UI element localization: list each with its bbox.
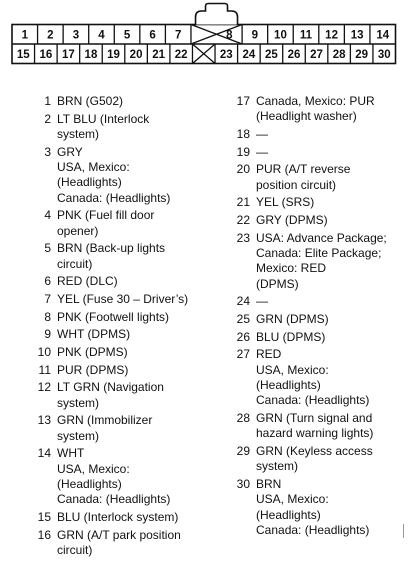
pin-entry xyxy=(30,112,226,143)
pin-number-label: 1 xyxy=(21,29,28,42)
pin-number-label: 25 xyxy=(265,49,278,61)
pin-description xyxy=(57,310,226,325)
pin-description-line: BRN xyxy=(256,476,282,491)
pin-description-line: GRN (DPMS) xyxy=(256,311,329,326)
pin-number: 23 xyxy=(236,230,250,245)
pin-description-line: Canada: (Headlights) xyxy=(57,190,171,205)
pin-description xyxy=(57,327,226,342)
pin-number: 22 xyxy=(236,213,250,228)
pin-description xyxy=(256,444,409,475)
pin-number-label: 24 xyxy=(242,49,256,61)
pin-description-line: YEL (SRS) xyxy=(256,195,315,210)
pin-entry xyxy=(229,145,409,160)
pin-description-line: USA: Advance Package; xyxy=(256,230,387,245)
pin-number-label: 14 xyxy=(376,29,390,42)
pin-description-line: — xyxy=(256,294,268,309)
pin-description-line: WHT (DPMS) xyxy=(57,327,131,342)
pin-entry xyxy=(229,294,409,309)
pin-entry xyxy=(30,94,226,109)
pin-description-line: LT BLU (Interlock xyxy=(57,111,150,126)
pin-number-label: 11 xyxy=(299,29,313,42)
pin-description-line: Canada: (Headlights) xyxy=(256,522,370,537)
pin-description xyxy=(57,345,226,360)
pin-number: 16 xyxy=(37,527,51,542)
pin-description-line: system) xyxy=(256,459,298,474)
pin-number: 30 xyxy=(236,476,250,491)
pin-number-label: 26 xyxy=(287,49,301,61)
pin-description xyxy=(256,231,409,292)
pin-number-label: 29 xyxy=(355,49,369,61)
pin-description-line: hazard warning lights) xyxy=(256,426,374,441)
pin-entry xyxy=(30,413,226,444)
pin-description xyxy=(57,380,226,411)
pin-description-line: (Headlights) xyxy=(57,476,122,491)
pin-entry xyxy=(30,380,226,411)
pin-entry xyxy=(30,274,226,289)
pin-description-line: Canada: (Headlights) xyxy=(57,492,171,507)
pin-number: 5 xyxy=(44,241,51,256)
pin-description-line: USA, Mexico: xyxy=(57,159,130,174)
pin-description-line: GRN (Immobilizer xyxy=(57,413,153,428)
pin-description xyxy=(256,213,409,228)
pin-description xyxy=(256,145,409,160)
pin-number: 20 xyxy=(236,162,250,177)
pin-entry xyxy=(229,330,409,345)
pin-number: 1 xyxy=(44,94,51,108)
pin-description xyxy=(256,195,409,210)
pin-number-label: 21 xyxy=(152,49,166,61)
pin-description-line: (Headlights) xyxy=(57,175,122,190)
pin-entry xyxy=(229,444,409,475)
pin-description-line: (Headlights) xyxy=(256,507,321,522)
pin-number: 10 xyxy=(37,344,51,359)
pin-number: 2 xyxy=(44,111,51,126)
pin-number-label: 9 xyxy=(251,29,259,42)
pin-description-line: system) xyxy=(57,428,99,443)
pin-entry xyxy=(30,208,226,239)
pin-entry xyxy=(229,162,409,193)
pin-number: 26 xyxy=(236,329,250,344)
pin-number: 28 xyxy=(236,410,250,425)
pin-number-label: 19 xyxy=(107,49,120,61)
pin-number-label: 8 xyxy=(226,29,233,42)
pin-number-label: 30 xyxy=(377,49,391,61)
pin-description xyxy=(57,112,226,143)
pin-description-line: GRN (Keyless access xyxy=(256,443,373,458)
pin-number: 19 xyxy=(236,144,250,159)
pin-description-line: opener) xyxy=(57,223,99,238)
pin-number-label: 16 xyxy=(39,49,53,61)
pin-entry xyxy=(30,510,226,525)
pin-number-label: 12 xyxy=(325,29,338,42)
pin-entry xyxy=(229,347,409,408)
pin-description-line: GRN (Turn signal and xyxy=(256,410,373,425)
pin-number-label: 13 xyxy=(350,29,364,42)
pin-description xyxy=(256,477,409,538)
pin-description-line: RED (DLC) xyxy=(57,274,118,289)
pin-entry xyxy=(229,477,409,538)
pin-description xyxy=(256,94,409,125)
pin-description xyxy=(57,510,226,525)
pin-description-line: Mexico: RED xyxy=(256,261,327,276)
pin-number: 9 xyxy=(44,327,51,342)
pin-description xyxy=(256,411,409,442)
pin-number: 14 xyxy=(37,446,51,461)
pin-description-line: RED xyxy=(256,347,282,362)
pin-description-line: (DPMS) xyxy=(256,276,299,291)
locking-tab xyxy=(196,4,238,25)
pin-description-line: system) xyxy=(57,126,99,141)
pin-number: 15 xyxy=(37,509,51,524)
pin-description-line: WHT xyxy=(57,446,85,461)
pin-description-line: system) xyxy=(57,395,99,410)
pin-number: 7 xyxy=(44,291,51,306)
pin-description-line: USA, Mexico: xyxy=(57,461,130,476)
pin-entry xyxy=(229,213,409,228)
pin-number-label: 5 xyxy=(123,29,131,42)
pin-entry xyxy=(30,292,226,307)
pin-description-line: USA, Mexico: xyxy=(256,362,329,377)
pin-description xyxy=(256,347,409,408)
pin-entry xyxy=(229,94,409,125)
pin-number: 8 xyxy=(44,309,51,324)
pin-number: 21 xyxy=(236,195,250,210)
pin-list-left xyxy=(30,94,226,561)
pin-description-line: — xyxy=(256,126,268,141)
pin-number-label: 23 xyxy=(219,49,233,61)
pin-description-line: BLU (DPMS) xyxy=(256,329,326,344)
pin-entry xyxy=(30,310,226,325)
pin-description-line: position circuit) xyxy=(256,177,337,192)
pin-description-line: (Headlights) xyxy=(256,377,321,392)
pin-number: 29 xyxy=(236,443,250,458)
pin-description-line: GRN (A/T park position xyxy=(57,527,181,542)
pin-number: 11 xyxy=(38,362,51,377)
pin-description xyxy=(57,274,226,289)
pin-description xyxy=(57,241,226,272)
pin-entry xyxy=(229,127,409,142)
pin-description xyxy=(57,413,226,444)
pin-number: 24 xyxy=(236,294,250,309)
pin-description-line: BLU (Interlock system) xyxy=(57,509,179,524)
pin-description xyxy=(256,162,409,193)
pin-description xyxy=(256,330,409,345)
pin-number-label: 2 xyxy=(47,29,54,42)
pin-number-label: 4 xyxy=(98,29,105,42)
pin-entry xyxy=(30,241,226,272)
pin-description-line: LT GRN (Navigation xyxy=(57,380,164,395)
pin-description-line: PNK (Footwell lights) xyxy=(57,309,170,324)
pin-entry xyxy=(229,231,409,292)
pin-entry xyxy=(30,528,226,559)
pin-description xyxy=(57,145,226,206)
pin-number-label: 18 xyxy=(84,49,98,61)
pin-number-label: 15 xyxy=(16,49,30,61)
connector-diagram xyxy=(0,0,412,80)
pin-number-label: 28 xyxy=(332,49,346,61)
pin-description-line: (Headlight washer) xyxy=(256,109,357,124)
pin-description-line: BRN (G502) xyxy=(57,94,124,108)
pin-description-line: — xyxy=(256,144,268,159)
pin-description xyxy=(57,292,226,307)
pin-description xyxy=(256,294,409,309)
pin-number: 27 xyxy=(236,347,250,362)
pin-entry xyxy=(229,312,409,327)
pin-description xyxy=(57,363,226,378)
pin-number: 6 xyxy=(44,274,51,289)
pin-description-line: GRY (DPMS) xyxy=(256,213,328,228)
pin-entry xyxy=(30,446,226,507)
pin-description-line: PUR (A/T reverse xyxy=(256,162,351,177)
pin-list-right xyxy=(229,94,409,540)
pin-description xyxy=(256,312,409,327)
pin-description-line: Canada, Mexico: PUR xyxy=(256,94,375,108)
pin-number-label: 27 xyxy=(310,49,323,61)
pin-description-line: Canada: (Headlights) xyxy=(256,393,370,408)
pin-description-line: YEL (Fuse 30 – Driver’s) xyxy=(57,291,189,306)
pin-number-label: 22 xyxy=(174,49,188,61)
pin-number-label: 7 xyxy=(174,29,182,42)
pin-description-line: circuit) xyxy=(57,542,93,557)
pin-description xyxy=(256,127,409,142)
pin-number: 3 xyxy=(44,144,51,159)
pin-number-label: 10 xyxy=(274,29,287,42)
pin-description-line: Canada: Elite Package; xyxy=(256,246,382,261)
pin-number: 17 xyxy=(236,94,250,108)
pin-number: 13 xyxy=(37,413,51,428)
pin-entry xyxy=(30,363,226,378)
pin-number-label: 3 xyxy=(72,29,80,42)
pin-entry xyxy=(229,195,409,210)
pin-description xyxy=(57,208,226,239)
pin-description-line: PNK (DPMS) xyxy=(57,344,128,359)
pin-description xyxy=(57,446,226,507)
pin-entry xyxy=(229,411,409,442)
pin-description-line: GRY xyxy=(57,144,83,159)
pin-entry xyxy=(30,327,226,342)
pin-description-line: PNK (Fuel fill door xyxy=(57,208,155,223)
pin-description xyxy=(57,528,226,559)
pin-number: 18 xyxy=(236,126,250,141)
pin-description-line: BRN (Back-up lights xyxy=(57,241,166,256)
pin-entry xyxy=(30,145,226,206)
pin-entry xyxy=(30,345,226,360)
pin-number-label: 17 xyxy=(61,49,75,61)
pin-number: 25 xyxy=(236,311,250,326)
pin-number-label: 20 xyxy=(129,49,143,61)
pin-description-line: USA, Mexico: xyxy=(256,492,329,507)
pin-number: 4 xyxy=(44,208,51,223)
pin-description-line: circuit) xyxy=(57,256,93,271)
pin-number-label: 6 xyxy=(149,29,156,42)
pin-description xyxy=(57,94,226,109)
scan-edge-mark xyxy=(403,524,404,538)
pin-number: 12 xyxy=(37,380,51,395)
pin-description-line: PUR (DPMS) xyxy=(57,362,129,377)
